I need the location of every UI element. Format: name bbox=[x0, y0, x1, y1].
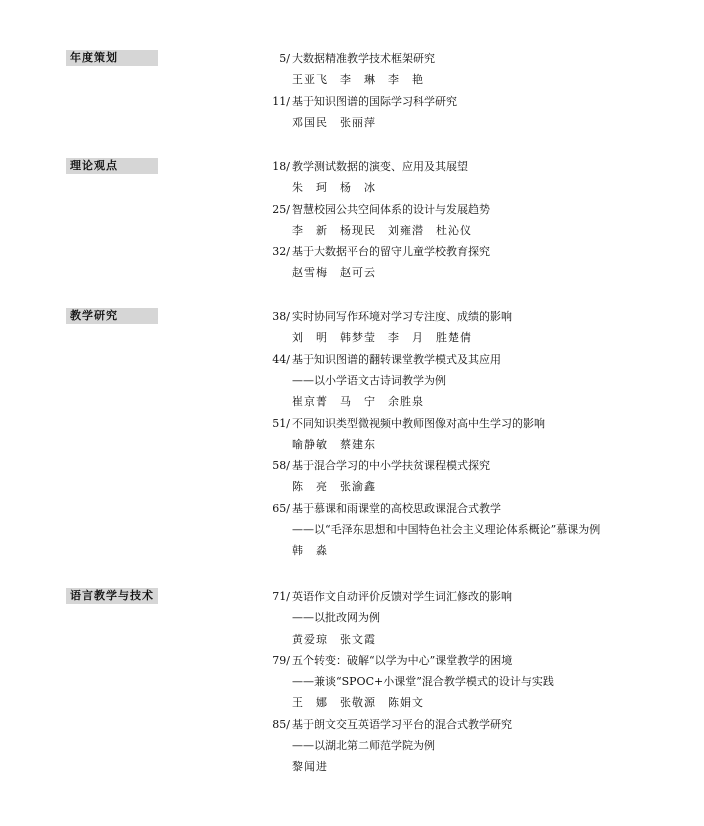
page-number: 25/ bbox=[272, 202, 290, 216]
article-title: 基于混合学习的中小学扶贫课程模式探究 bbox=[292, 459, 490, 473]
article-subtitle: ——兼谈“SPOC+小课堂”混合教学模式的设计与实践 bbox=[292, 675, 554, 689]
page-number: 65/ bbox=[272, 501, 290, 515]
section-title: 教学研究 bbox=[66, 308, 158, 324]
article-title: 五个转变：破解“以学为中心”课堂教学的困境 bbox=[292, 653, 513, 667]
section-title: 年度策划 bbox=[66, 50, 158, 66]
page-number: 11/ bbox=[272, 94, 290, 108]
article-title: 智慧校园公共空间体系的设计与发展趋势 bbox=[292, 202, 490, 216]
article-subtitle: ——以湖北第二师范学院为例 bbox=[292, 739, 435, 753]
page-number: 85/ bbox=[272, 717, 290, 731]
article-authors: 赵雪梅 赵可云 bbox=[292, 266, 376, 280]
article-subtitle: ——以小学语文古诗词教学为例 bbox=[292, 373, 446, 387]
section-title: 语言教学与技术 bbox=[66, 588, 158, 604]
article-authors: 王 娜 张敬源 陈娟文 bbox=[292, 696, 424, 710]
article-title: 基于知识图谱的国际学习科学研究 bbox=[292, 94, 457, 108]
article-title: 基于慕课和雨课堂的高校思政课混合式教学 bbox=[292, 501, 501, 515]
article-title: 英语作文自动评价反馈对学生词汇修改的影响 bbox=[292, 590, 512, 603]
article-authors: 李 新 杨现民 刘雍潜 杜沁仪 bbox=[292, 223, 472, 237]
article-subtitle: ——以“毛泽东思想和中国特色社会主义理论体系概论”慕课为例 bbox=[292, 522, 601, 536]
article-authors: 黎闻进 bbox=[292, 760, 328, 774]
page-number: 44/ bbox=[272, 352, 290, 366]
article-authors: 韩 淼 bbox=[292, 544, 328, 558]
article-authors: 王亚飞 李 琳 李 艳 bbox=[292, 73, 424, 87]
article-subtitle: ——以批改网为例 bbox=[292, 611, 380, 625]
page-number: 71/ bbox=[272, 590, 290, 603]
page-number: 38/ bbox=[272, 310, 290, 323]
section-title: 理论观点 bbox=[66, 158, 158, 174]
article-authors: 喻静敏 蔡建东 bbox=[292, 437, 376, 451]
page-number: 58/ bbox=[272, 459, 290, 473]
article-title: 基于知识图谱的翻转课堂教学模式及其应用 bbox=[292, 352, 501, 366]
article-title: 实时协同写作环境对学习专注度、成绩的影响 bbox=[292, 310, 512, 323]
page-number: 5/ bbox=[279, 52, 290, 65]
article-title: 教学测试数据的演变、应用及其展望 bbox=[292, 160, 468, 173]
article-authors: 刘 明 韩梦莹 李 月 胜楚倩 bbox=[292, 331, 472, 345]
article-authors: 崔京菁 马 宁 余胜泉 bbox=[292, 395, 424, 409]
page-number: 18/ bbox=[272, 160, 290, 173]
page-number: 51/ bbox=[272, 416, 290, 430]
article-authors: 邓国民 张丽萍 bbox=[292, 115, 376, 129]
article-title: 大数据精准教学技术框架研究 bbox=[292, 52, 435, 65]
page-number: 79/ bbox=[272, 653, 290, 667]
article-authors: 朱 珂 杨 冰 bbox=[292, 181, 376, 195]
article-authors: 黄爱琼 张文霞 bbox=[292, 632, 376, 646]
article-title: 基于朗文交互英语学习平台的混合式教学研究 bbox=[292, 717, 512, 731]
article-title: 不同知识类型微视频中教师图像对高中生学习的影响 bbox=[292, 416, 545, 430]
article-authors: 陈 亮 张渝鑫 bbox=[292, 480, 376, 494]
article-title: 基于大数据平台的留守儿童学校教育探究 bbox=[292, 245, 490, 259]
page-number: 32/ bbox=[272, 245, 290, 259]
